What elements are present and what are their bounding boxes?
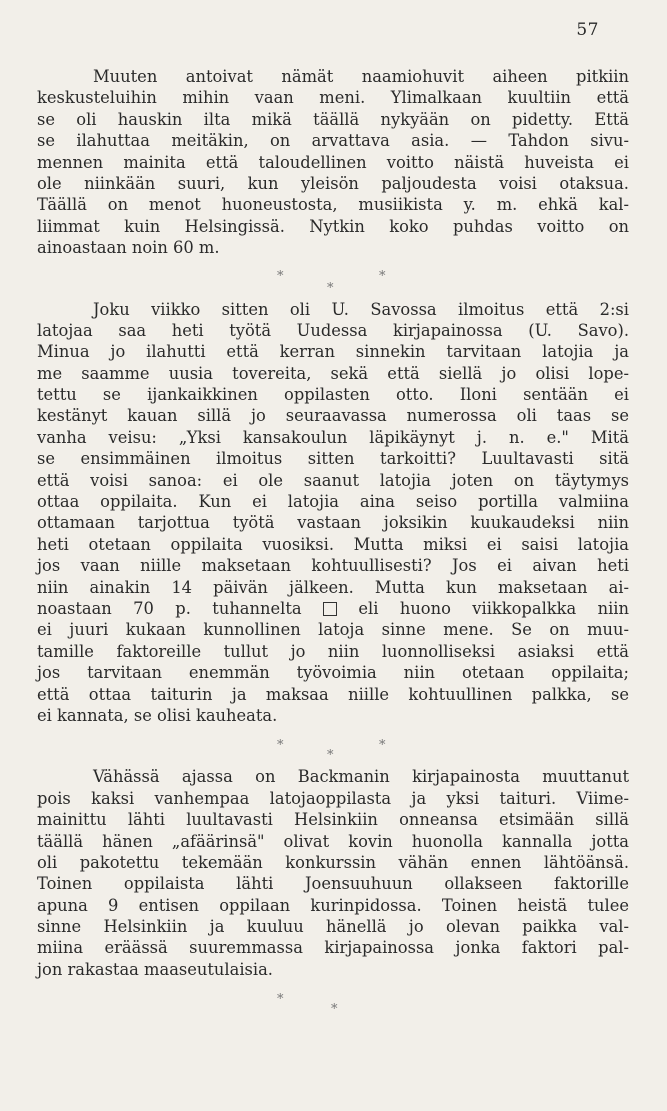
text-line: ei juuri kukaan kunnollinen latoja sinne mene. Se on muu-	[37, 620, 629, 640]
text-fragment: noastaan 70 p. tuhannelta	[37, 598, 302, 618]
paragraph-1	[37, 66, 629, 259]
text-line: se ilahuttaa meitäkin, on arvattava asia. — Tahdon sivu-	[37, 131, 629, 151]
section-separator	[37, 980, 629, 1020]
text-line: Muuten antoivat nämät naamiohuvit aiheen pitkiin	[93, 67, 629, 86]
text-fragment: eli huono viikkopalkka niin	[358, 598, 629, 618]
text-line: Toinen oppilaista lähti Joensuuhuun ollakseen faktorille	[37, 874, 629, 894]
text-line: tettu se ijankaikkinen oppilasten otto. Iloni sentään ei	[37, 385, 629, 405]
page-number: 57	[576, 20, 599, 40]
text-line: että ottaa taiturin ja maksaa niille kohtuullinen palkka, se	[37, 684, 629, 704]
asterisk: *	[277, 268, 284, 284]
text-line-with-box	[37, 598, 629, 619]
article-body	[37, 66, 629, 1020]
text-line: miina eräässä suuremmassa kirjapainossa jonka faktori pal-	[37, 938, 629, 958]
text-line: vanha veisu: „Yksi kansakoulun läpikäynyt j. n. e." Mitä	[37, 427, 629, 447]
asterisk: *	[331, 1002, 338, 1018]
text-line: jon rakastaa maaseutulaisia.	[37, 959, 273, 979]
asterisk: *	[327, 280, 334, 296]
text-line: se ensimmäinen ilmoitus sitten tarkoitti? Luultavasti sitä	[37, 449, 629, 469]
text-line: mainittu lähti luultavasti Helsinkiin onneansa etsimään sillä	[37, 810, 629, 830]
empty-box-symbol	[323, 602, 337, 616]
text-line: Vähässä ajassa on Backmanin kirjapainosta muuttanut	[93, 767, 629, 787]
asterisk: *	[277, 992, 284, 1008]
asterisk: *	[277, 738, 284, 754]
asterisk: *	[379, 738, 386, 754]
text-line: pois kaksi vanhempaa latojaoppilasta ja yksi taituri. Viime-	[37, 788, 629, 808]
text-line: latojaa saa heti työtä Uudessa kirjapainossa (U. Savo).	[37, 320, 629, 340]
text-line: apuna 9 entisen oppilaan kurinpidossa. Toinen heistä tulee	[37, 895, 629, 915]
text-line: ainoastaan noin 60 m.	[37, 238, 220, 258]
text-line: heti otetaan oppilaita vuosiksi. Mutta miksi ei saisi latojia	[37, 534, 629, 554]
text-line: tamille faktoreille tullut jo niin luonnolliseksi asiaksi että	[37, 641, 629, 661]
asterisk: *	[327, 748, 334, 764]
text-line: niin ainakin 14 päivän jälkeen. Mutta kun maksetaan ai-	[37, 577, 629, 597]
text-line: Minua jo ilahutti että kerran sinnekin tarvitaan latojia ja	[37, 342, 629, 362]
text-line: oli pakotettu tekemään konkurssin vähän ennen lähtöänsä.	[37, 852, 629, 872]
text-line: ei kannata, se olisi kauheata.	[37, 705, 278, 725]
section-separator	[37, 259, 629, 299]
paragraph-3	[37, 766, 629, 980]
text-line: että voisi sanoa: ei ole saanut latojia joten on täytymys	[37, 470, 629, 490]
text-line: mennen mainita että taloudellinen voitto näistä huveista ei	[37, 152, 629, 172]
section-separator	[37, 726, 629, 766]
text-line: se oli hauskin ilta mikä täällä nykyään on pidetty. Että	[37, 109, 629, 129]
text-line: ole niinkään suuri, kun yleisön paljoudesta voisi otaksua.	[37, 173, 629, 193]
text-line: sinne Helsinkiin ja kuuluu hänellä jo olevan paikka val-	[37, 917, 629, 937]
text-line: Joku viikko sitten oli U. Savossa ilmoitus että 2:si	[93, 299, 629, 319]
text-line: ottamaan tarjottua työtä vastaan joksikin kuukaudeksi niin	[37, 513, 629, 533]
paragraph-2	[37, 299, 629, 727]
asterisk: *	[379, 268, 386, 284]
text-line: kestänyt kauan sillä jo seuraavassa numerossa oli taas se	[37, 406, 629, 426]
text-line: liimmat kuin Helsingissä. Nytkin koko puhdas voitto on	[37, 216, 629, 236]
text-line: keskusteluihin mihin vaan meni. Ylimalkaan kuultiin että	[37, 88, 629, 108]
text-line: ottaa oppilaita. Kun ei latojia aina seiso portilla valmiina	[37, 492, 629, 512]
text-line: Täällä on menot huoneustosta, musiikista y. m. ehkä kal-	[37, 195, 629, 215]
text-line: jos vaan niille maksetaan kohtuullisesti? Jos ei aivan heti	[37, 556, 629, 576]
text-line: täällä hänen „afäärinsä" olivat kovin huonolla kannalla jotta	[37, 831, 629, 851]
text-line: me saamme uusia tovereita, sekä että siellä jo olisi lope-	[37, 363, 629, 383]
text-line: jos tarvitaan enemmän työvoimia niin otetaan oppilaita;	[37, 663, 629, 683]
